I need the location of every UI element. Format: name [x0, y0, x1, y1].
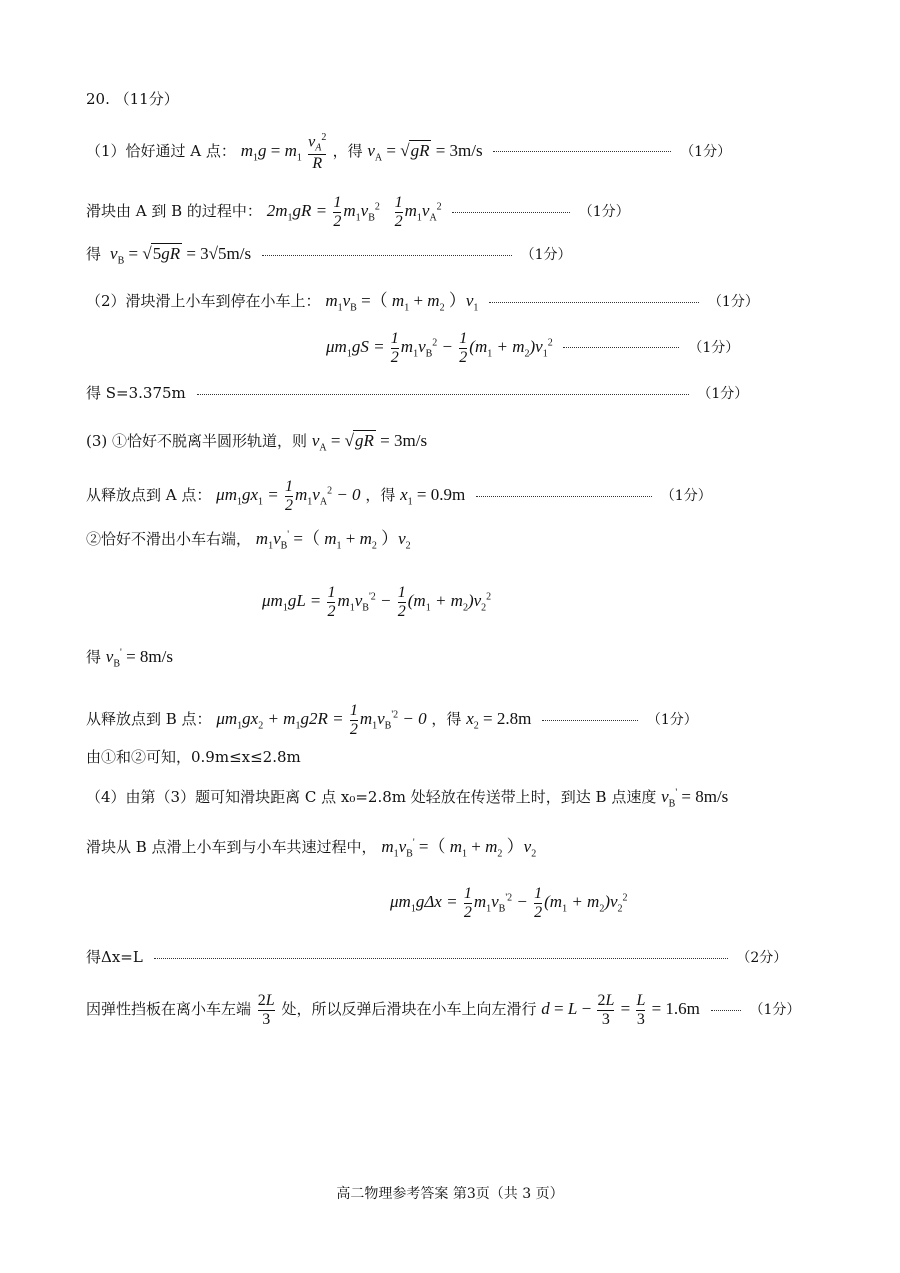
- line-3: 得 $v_B = √5gR = 3√5m/s$ （1分）: [86, 244, 572, 267]
- problem-number: 20.: [86, 90, 110, 108]
- line-1-label: （1）恰好通过 A 点：: [86, 141, 236, 160]
- line-18: 因弹性挡板在离小车左端 $\frac{2L}{3}$ 处，所以反弹后滑块在小车上向左滑行 d = L − $\frac{2L}{3}$ = $\frac{L}{3}$ = 1.6m （1分）: [86, 992, 801, 1028]
- line-1: （1）恰好通过 A 点： $m_1g = m_1$ $\frac{v_A^2}{R}$ ，得 $v_A = √gR = 3m/s$ （1分）: [86, 132, 732, 172]
- line-2: 滑块由 A 到 B 的过程中： $2m_1gR$ = $\frac{1}{2}$ $m_1v_B^2$ $\frac{1}{2}$ $m_1v_A^2$ （1分）: [86, 194, 630, 230]
- points-badge: （1分）: [680, 143, 732, 160]
- line-8: 从释放点到 A 点： $\mu m_1gx_1$ = $\frac{1}{2}$ $m_1v_A^2 - 0$ ，得 $x_1 = 0.9m$ （1分）: [86, 478, 712, 514]
- line-12: 从释放点到 B 点： $\mu m_1gx_2 + m_1g2R$ = $\frac{1}{2}$ $m_1v_B^{'2} - 0$ ，得 $x_2 = 2.8m$ （1分）: [86, 702, 698, 738]
- line-7: (3) ①恰好不脱离半圆形轨道，则 $v_A = √gR = 3m/s$: [86, 431, 428, 454]
- equation-a-to-b: $2m_1gR$ = $\frac{1}{2}$ $m_1v_B^2$ $\frac{1}{2}$ $m_1v_A^2$: [266, 194, 442, 230]
- line-9: ②恰好不滑出小车右端， $m_1v_B'$ =（ $m_1 + m_2$ ）$v_2$: [86, 529, 411, 552]
- line-6: 得 S=3.375m （1分）: [86, 384, 749, 402]
- line-16: $\mu m_1g\Delta x$ = $\frac{1}{2}$ $m_1v_B^{'2}$ − $\frac{1}{2}$ $(m_1 + m_2)v_2^2$: [390, 885, 628, 921]
- line-10: $\mu m_1gL$ = $\frac{1}{2}$ $m_1v_B^{'2}$ − $\frac{1}{2}$ $(m_1 + m_2)v_2^2$: [262, 584, 492, 620]
- dotted-leader: [493, 151, 671, 152]
- line-11: 得 $v_B' = 8m/s$: [86, 647, 173, 670]
- line-13: 由①和②可知，0.9m≤x≤2.8m: [86, 748, 301, 766]
- problem-header: [86, 92, 179, 107]
- line-17: 得Δx=L （2分）: [86, 948, 788, 966]
- line-5: $\mu m_1gS$ = $\frac{1}{2}$ $m_1v_B^2$ − $\frac{1}{2}$ $(m_1 + m_2)v_1^2$ （1分）: [326, 330, 740, 366]
- line-4: （2）滑块滑上小车到停在小车上： $m_1v_B$ =（ $m_1 + m_2$ ）$v_1$ （1分）: [86, 291, 759, 314]
- page-footer: 高二物理参考答案 第3页（共 3 页）: [336, 1186, 564, 1202]
- line-14: （4）由第（3）题可知滑块距离 C 点 x₀=2.8m 处轻放在传送带上时，到达 B 点速度 $v_B' = 8m/s$: [86, 787, 729, 810]
- equation-point-a: $m_1g = m_1$ $\frac{v_A^2}{R}$: [240, 132, 327, 172]
- problem-points: （11分）: [114, 90, 179, 108]
- line-15: 滑块从 B 点滑上小车到与小车共速过程中， $m_1v_B'$ =（ $m_1 + m_2$ ）$v_2$: [86, 837, 537, 860]
